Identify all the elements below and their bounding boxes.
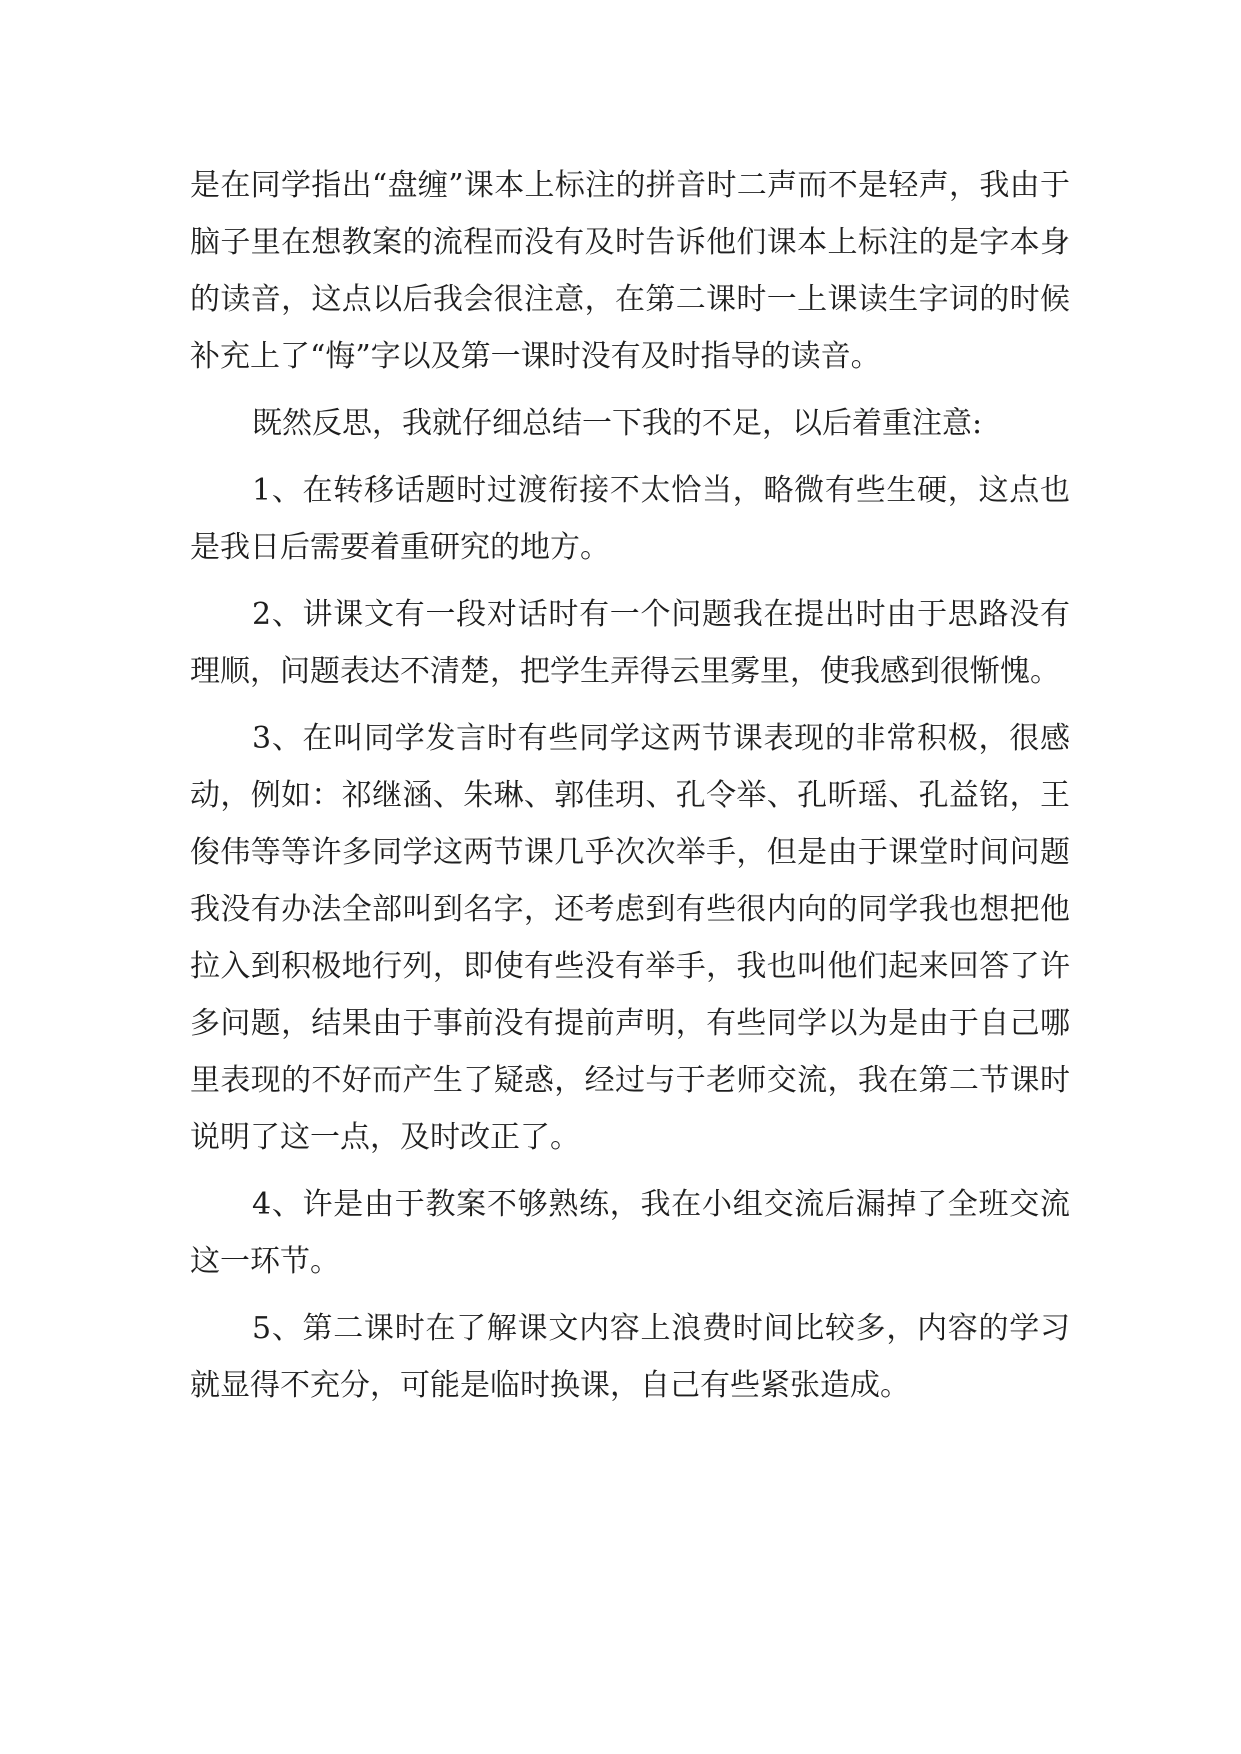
paragraph-point-4: 4、许是由于教案不够熟练，我在小组交流后漏掉了全班交流这一环节。	[190, 1187, 1070, 1279]
paragraph-point-3: 3、在叫同学发言时有些同学这两节课表现的非常积极，很感动，例如：祁继涵、朱琳、郭佳玥、孔令举、孔昕瑶、孔益铭，王俊伟等等许多同学这两节课几乎次次举手，但是由于课堂时间问题我没有办法全部叫到名字，还考虑到有些很内向的同学我也想把他拉入到积极地行列，即使有些没有举手，我也叫他们起来回答了许多问题，结果由于事前没有提前声明，有些同学以为是由于自己哪里表现的不好而产生了疑惑，经过与于老师交流，我在第二节课时说明了这一点，及时改正了。	[190, 721, 1070, 1155]
paragraph-point-2: 2、讲课文有一段对话时有一个问题我在提出时由于思路没有理顺，问题表达不清楚，把学生弄得云里雾里，使我感到很惭愧。	[190, 597, 1070, 689]
paragraph-reflection-intro: 既然反思，我就仔细总结一下我的不足，以后着重注意:	[252, 406, 983, 441]
paragraph-point-5: 5、第二课时在了解课文内容上浪费时间比较多，内容的学习就显得不充分，可能是临时换课，自己有些紧张造成。	[190, 1311, 1070, 1403]
paragraph-point-1: 1、在转移话题时过渡衔接不太恰当，略微有些生硬，这点也是我日后需要着重研究的地方。	[190, 473, 1070, 565]
document-body	[190, 157, 1070, 1424]
paragraph-continuation: 是在同学指出“盘缠”课本上标注的拼音时二声而不是轻声，我由于脑子里在想教案的流程而没有及时告诉他们课本上标注的是字本身的读音，这点以后我会很注意，在第二课时一上课读生字词的时候补充上了“悔”字以及第一课时没有及时指导的读音。	[190, 168, 1070, 374]
